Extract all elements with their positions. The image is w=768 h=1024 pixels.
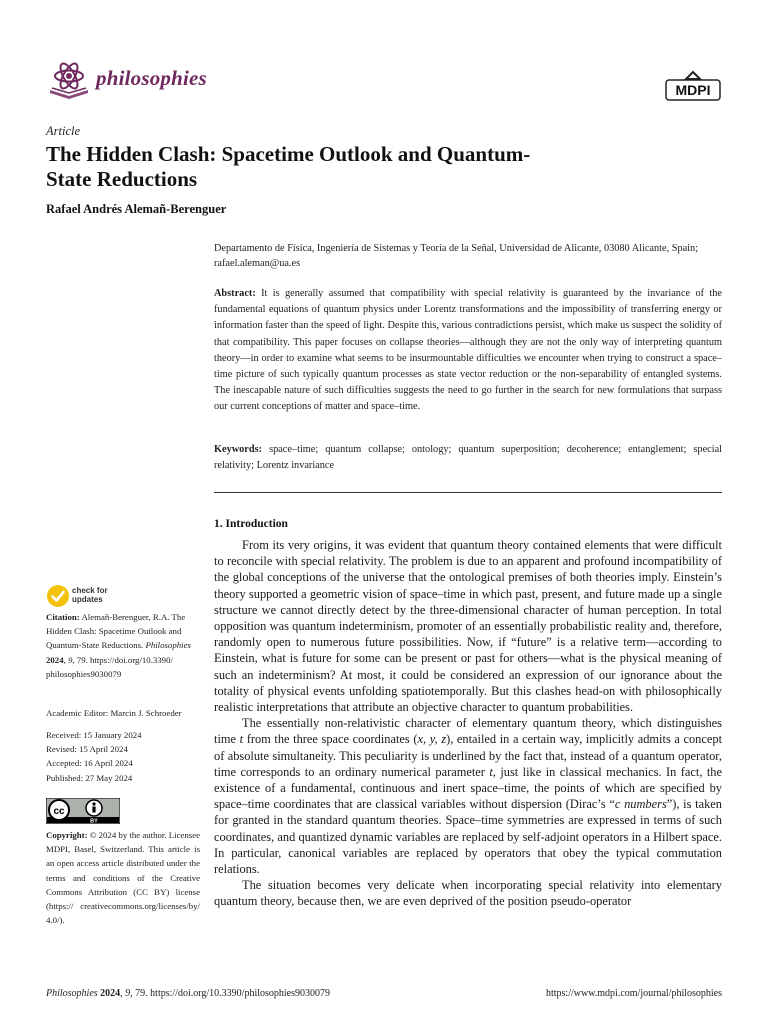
accepted-date: Accepted: 16 April 2024 (46, 758, 133, 769)
check-updates-label: check for updates (72, 586, 108, 604)
paragraph-3: The situation becomes very delicate when incorporating special relativity into elementary quantum theory, because then, we are even deprived of the position pseudo-operator (214, 878, 722, 909)
author-name: Rafael Andrés Alemañ-Berenguer (46, 202, 227, 216)
cc-by-label: BY (90, 818, 98, 824)
check-for-updates-button[interactable] (46, 584, 136, 610)
copyright-label: Copyright: (46, 830, 88, 840)
received-date: Received: 15 January 2024 (46, 730, 142, 740)
abstract-text: It is generally assumed that compatibility with special relativity is guaranteed by the invariance of the fundamental equations of quantum physics under Lorentz transformations and the impossibility of transferring energy or information faster than the speed of light. Despite this, various contradictions persist, which make us suspect the solidity of that compatibility. This paper focuses on collapse theories—although they are not the only way of interpreting quantum theory—in order to examine what seems to be insurmountable difficulties we encounter when trying to construct a space–time picture of such typically quantum processes as state vector reduction or the non-separability of entangled systems. The inescapable nature of such difficulties suggests the need to go further in the search for new formulations that surpass our current conceptions of matter and space–time. (214, 288, 722, 413)
mdpi-logo (664, 70, 722, 104)
publication-dates (46, 728, 200, 785)
citation: Citation: Alemañ-Berenguer, R.A. The Hidden Clash: Spacetime Outlook and Quantum-State Reductions. Philosophies 2024, 9, 79. https://doi.org/10.3390/ philosophies9030079 (46, 612, 191, 679)
paper-title: The Hidden Clash: Spacetime Outlook and Quantum-State Reductions (46, 142, 531, 191)
mdpi-logo-text: MDPI (675, 82, 711, 98)
paragraph-2: The essentially non-relativistic character of elementary quantum theory, which distinguishes time t from the three space coordinates (x, y, z), entailed in a certain way, implicitly admits a concept of absolute simultaneity. This peculiarity is underlined by the fact that, instead of a quantum operator, time corresponds to an ordinary numerical parameter t, just like in classical mechanics. In fact, the existence of a fundamental, continuous and inert space–time, the points of which are specified by space–time coordinates that are classical variables without dispersion (Dirac’s “c numbers”), is taken for granted in the standard quantum theories. Space–time symmetries are expressed in terms of such coordinates, and quantized dynamic variables are replaced by self-adjoint operators in a Hilbert space. In particular, canonical variables are replaced by operators that obey the typical commutation relations. (214, 716, 723, 877)
affiliation: Departamento de Física, Ingeniería de Sistemas y Teoría de la Señal, Universidad de Alicante, 03080 Alicante, Spain; rafael.aleman@ua.es (214, 243, 699, 269)
keywords (214, 442, 722, 474)
journal-name: philosophies (96, 66, 207, 90)
keywords-label: Keywords: (214, 444, 263, 455)
section-heading: 1. Introduction (214, 518, 288, 530)
section-divider (214, 492, 722, 493)
keywords-text: space–time; quantum collapse; ontology; quantum superposition; decoherence; entanglement; special relativity; Lorentz invariance (214, 444, 722, 472)
copyright-notice: Copyright: © 2024 by the author. Licensee MDPI, Basel, Switzerland. This article is an open access article distributed under the terms and conditions of the Creative Commons Attribution (CC BY) license (https:// creativecommons.org/licenses/by/ 4.0/). (46, 830, 201, 926)
article-type: Article (46, 124, 81, 138)
citation-label: Citation: (46, 612, 80, 622)
check-updates-icon (46, 584, 70, 608)
cc-by-license-icon[interactable] (46, 798, 120, 824)
svg-text:cc: cc (53, 806, 65, 817)
atom-book-icon (46, 60, 92, 100)
published-date: Published: 27 May 2024 (46, 772, 133, 783)
body-text (214, 537, 722, 910)
footer-journal-link[interactable]: https://www.mdpi.com/journal/philosophies (545, 988, 722, 999)
academic-editor: Academic Editor: Marcin J. Schroeder (46, 708, 182, 718)
revised-date: Revised: 15 April 2024 (46, 744, 128, 755)
footer-citation: Philosophies 2024, 9, 79. https://doi.org/10.3390/philosophies9030079 (46, 988, 330, 999)
abstract (214, 286, 722, 416)
abstract-label: Abstract: (214, 288, 256, 299)
paragraph-1: From its very origins, it was evident that quantum theory contained elements that were difficult to reconcile with special relativity. The problem is due to an apparent and profound incompatibility of the global conceptions of the universe that the ontological premises of both theories imply. Einstein’s theory supported a geometric vision of space–time in which past, present, and future made up a single structure we cannot directly detect by the three-dimensional character of human perception. In total opposition was quantum indeterminism, promoter of an essentially probabilistic reality and, therefore, randomly open to numerous future possibilities. Now, if “future” is a relative term—according to Einstein, what is future for some can be present or past for others—what is the physical meaning of such an indeterminism? At most, it could be considered an expression of our ignorance about the totality of physical events unfolding spatiotemporally. But this clashes head-on with philosophically realistic interpretations that attribute an objective character to quantum probabilities. (214, 538, 722, 715)
